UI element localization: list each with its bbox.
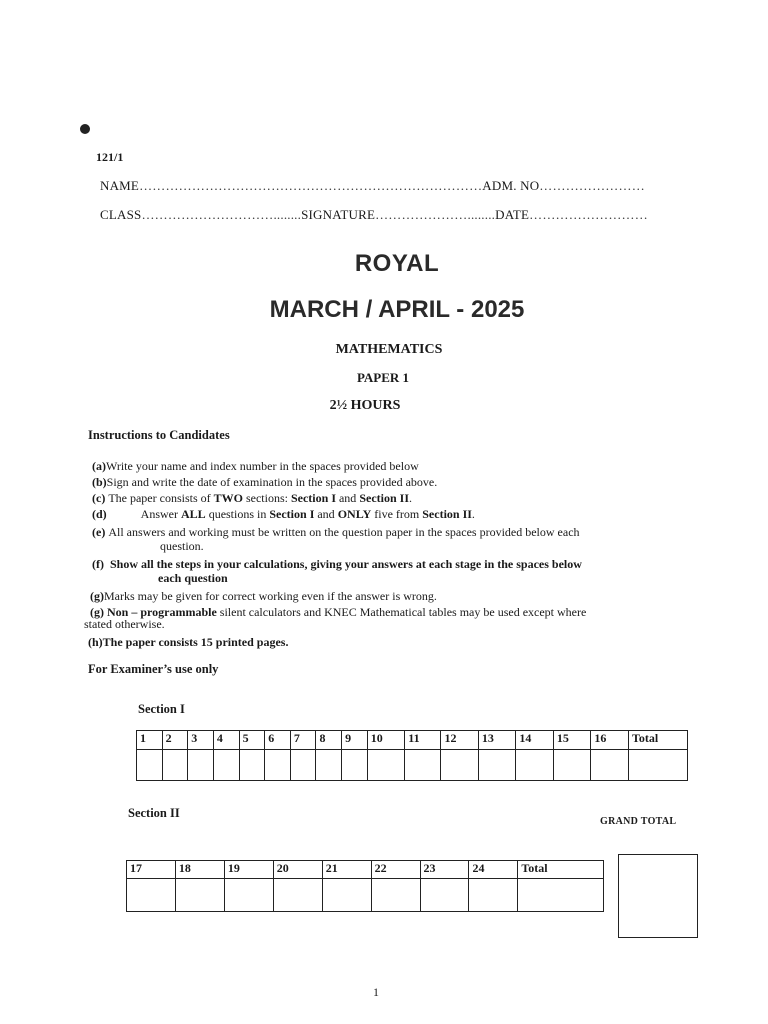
score-cell[interactable] — [188, 750, 214, 781]
score-cell[interactable] — [213, 750, 239, 781]
bullet-dot — [80, 124, 90, 134]
instruction-text: The paper consists 15 printed pages. — [102, 635, 289, 649]
column-header: 10 — [367, 731, 404, 750]
column-header: 15 — [553, 731, 590, 750]
column-header: 21 — [322, 861, 371, 879]
column-header: 17 — [127, 861, 176, 879]
instruction-text: questions in — [205, 507, 270, 521]
instruction-text: sections: — [242, 491, 291, 505]
instruction-a — [92, 458, 419, 474]
score-cell[interactable] — [322, 879, 371, 912]
instruction-mark: (d) — [92, 507, 107, 521]
date-field[interactable]: ……………………… — [529, 207, 648, 222]
column-header: 4 — [213, 731, 239, 750]
score-cell[interactable] — [265, 750, 291, 781]
page-number: 1 — [373, 985, 379, 999]
instruction-text: All answers and working must be written on the question paper in the spaces provided below each — [108, 525, 580, 539]
subject-title: MATHEMATICS — [335, 342, 443, 357]
class-sign-date-line — [100, 207, 648, 223]
score-cell[interactable] — [516, 750, 553, 781]
paper-code: 121/1 — [96, 150, 124, 164]
instruction-e-continued: question. — [160, 539, 204, 553]
instruction-f-continued: each question — [158, 571, 228, 585]
instruction-bold: ALL — [181, 507, 206, 521]
section-1-label: Section I — [138, 702, 185, 716]
instruction-bold: ONLY — [337, 507, 372, 521]
instruction-mark: (g) — [90, 605, 104, 619]
column-header: 18 — [175, 861, 224, 879]
school-name: ROYAL — [354, 250, 440, 277]
instruction-mark: (g) — [90, 589, 104, 603]
column-header: 20 — [273, 861, 322, 879]
instruction-bold: Section I — [290, 491, 336, 505]
score-cell[interactable] — [371, 879, 420, 912]
grand-total-box[interactable] — [618, 854, 698, 938]
instruction-text: Show all the steps in your calculations, giving your answers at each stage in the spaces below — [110, 557, 582, 571]
score-cell[interactable] — [469, 879, 518, 912]
instruction-mark: (c) — [92, 491, 106, 505]
score-cell[interactable] — [405, 750, 441, 781]
instruction-text: Sign and write the date of examination in the spaces provided above. — [106, 475, 438, 489]
signature-label: SIGNATURE — [301, 207, 376, 222]
instruction-text: . — [471, 507, 475, 521]
paper-number: PAPER 1 — [356, 370, 410, 385]
instruction-c — [92, 490, 412, 506]
score-cell[interactable] — [478, 750, 515, 781]
column-header-total: Total — [629, 731, 688, 750]
column-header: 14 — [516, 731, 553, 750]
score-cell[interactable] — [273, 879, 322, 912]
instruction-mark: (a) — [92, 459, 106, 473]
instruction-d — [92, 506, 475, 522]
column-header: 9 — [342, 731, 368, 750]
section-2-header-row — [127, 861, 604, 879]
instruction-g2-continued: stated otherwise. — [84, 617, 165, 631]
column-header: 6 — [265, 731, 291, 750]
instruction-text: . — [408, 491, 412, 505]
instruction-mark: (e) — [92, 525, 106, 539]
score-cell[interactable] — [316, 750, 342, 781]
score-cell[interactable] — [367, 750, 404, 781]
column-header: 8 — [316, 731, 342, 750]
instruction-text: five from — [371, 507, 423, 521]
exam-session: MARCH / APRIL - 2025 — [269, 296, 525, 323]
section-1-score-row — [137, 750, 688, 781]
score-cell[interactable] — [239, 750, 265, 781]
name-field[interactable]: …………………………………………………………………… — [139, 178, 483, 193]
column-header: 2 — [162, 731, 188, 750]
score-cell[interactable] — [290, 750, 316, 781]
score-cell[interactable] — [137, 750, 163, 781]
name-label: NAME — [100, 178, 140, 193]
score-cell[interactable] — [175, 879, 224, 912]
adm-field[interactable]: …………………… — [539, 178, 645, 193]
total-cell[interactable] — [629, 750, 688, 781]
instruction-text: Marks may be given for correct working even if the answer is wrong. — [104, 589, 437, 603]
column-header: 23 — [420, 861, 469, 879]
instruction-h — [88, 634, 288, 650]
instruction-mark: (h) — [88, 635, 103, 649]
section-2-score-row — [127, 879, 604, 912]
column-header: 5 — [239, 731, 265, 750]
instruction-text: and — [314, 507, 338, 521]
instruction-g — [90, 588, 437, 604]
instruction-text: Write your name and index number in the spaces provided below — [106, 459, 419, 473]
signature-field[interactable]: …………………........ — [375, 207, 496, 222]
adm-label: ADM. NO — [482, 178, 540, 193]
score-cell[interactable] — [224, 879, 273, 912]
total-cell[interactable] — [518, 879, 604, 912]
class-label: CLASS — [100, 207, 142, 222]
examiner-heading: For Examiner’s use only — [88, 662, 219, 676]
instruction-text: silent calculators and KNEC Mathematical tables may be used except where — [216, 605, 587, 619]
instruction-text: The paper consists of — [108, 491, 214, 505]
column-header: 19 — [224, 861, 273, 879]
section-2-score-table — [126, 860, 604, 912]
column-header: 1 — [137, 731, 163, 750]
score-cell[interactable] — [441, 750, 478, 781]
column-header: 7 — [290, 731, 316, 750]
instructions-heading: Instructions to Candidates — [88, 428, 230, 442]
instruction-bold: Section I — [269, 507, 315, 521]
instruction-bold: Section II — [422, 507, 472, 521]
class-field[interactable]: …………………………........ — [141, 207, 302, 222]
instruction-mark: (f) — [92, 557, 104, 571]
name-adm-line — [100, 178, 645, 194]
instruction-text: and — [335, 491, 360, 505]
column-header: 12 — [441, 731, 478, 750]
score-cell[interactable] — [420, 879, 469, 912]
instruction-bold: Section II — [359, 491, 409, 505]
instruction-bold: TWO — [213, 491, 243, 505]
column-header: 3 — [188, 731, 214, 750]
column-header: 16 — [591, 731, 629, 750]
instruction-bold: Non – programmable — [107, 605, 217, 619]
column-header: 11 — [405, 731, 441, 750]
score-cell[interactable] — [553, 750, 590, 781]
column-header: 22 — [371, 861, 420, 879]
instruction-b — [92, 474, 437, 490]
duration: 2½ HOURS — [329, 398, 401, 413]
column-header: 24 — [469, 861, 518, 879]
score-cell[interactable] — [342, 750, 368, 781]
section-1-header-row — [137, 731, 688, 750]
score-cell[interactable] — [127, 879, 176, 912]
grand-total-label: GRAND TOTAL — [600, 816, 677, 827]
column-header: 13 — [478, 731, 515, 750]
instruction-text: Answer — [140, 507, 181, 521]
score-cell[interactable] — [162, 750, 188, 781]
column-header-total: Total — [518, 861, 604, 879]
date-label: DATE — [495, 207, 530, 222]
instruction-mark: (b) — [92, 475, 107, 489]
section-2-label: Section II — [128, 806, 180, 820]
section-1-score-table — [136, 730, 688, 781]
score-cell[interactable] — [591, 750, 629, 781]
